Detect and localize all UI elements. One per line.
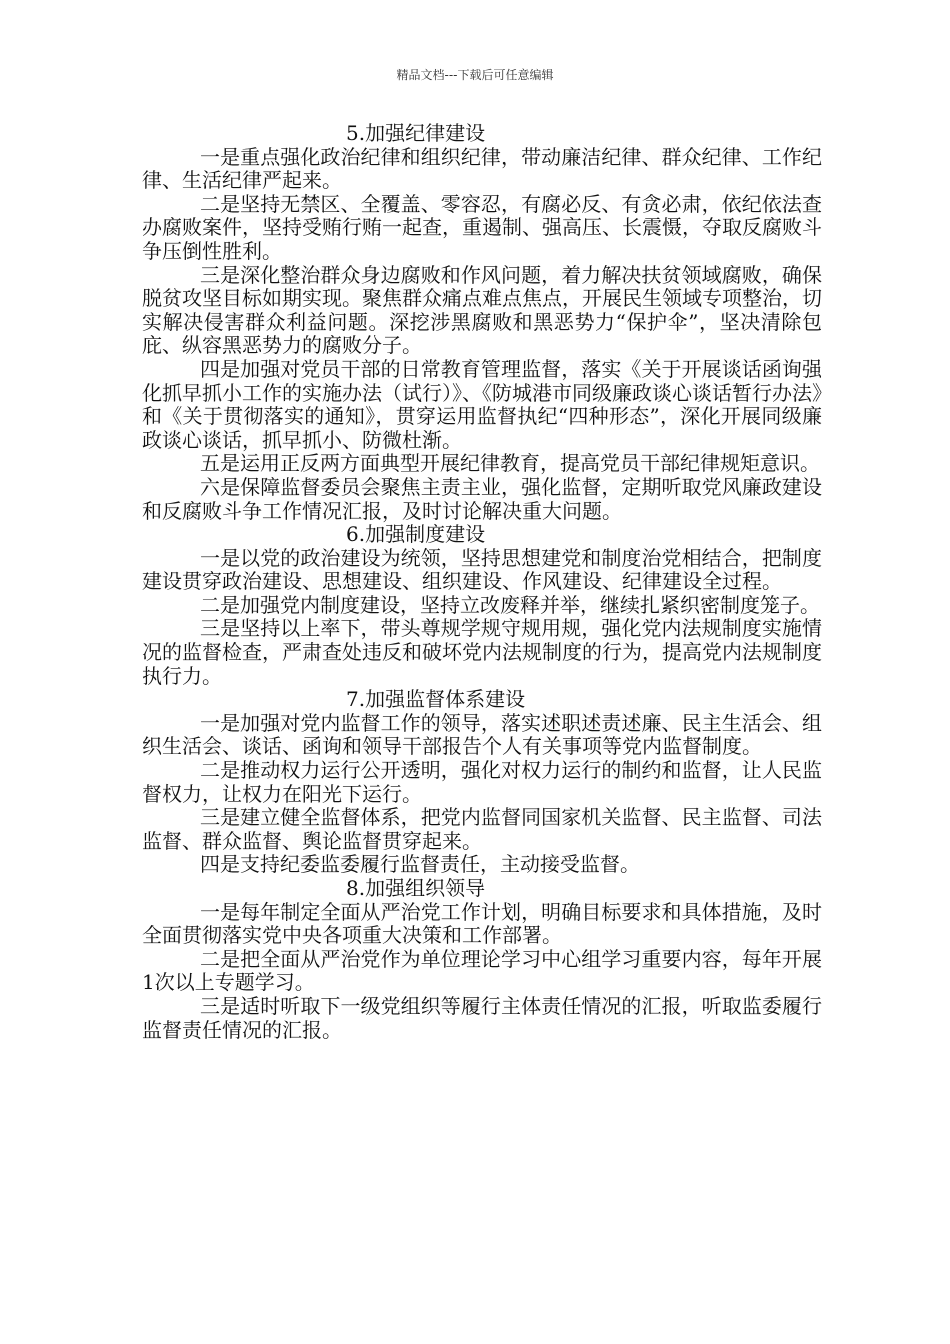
paragraph: 二是加强党内制度建设，坚持立改废释并举，继续扎紧织密制度笼子。 [200, 592, 820, 617]
paragraph: 一是重点强化政治纪律和组织纪律，带动廉洁纪律、群众纪律、工作纪律、生活纪律严起来。 [142, 144, 822, 193]
paragraph: 一是每年制定全面从严治党工作计划，明确目标要求和具体措施，及时全面贯彻落实党中央各项重大决策和工作部署。 [142, 899, 822, 948]
paragraph: 三是适时听取下一级党组织等履行主体责任情况的汇报，听取监委履行监督责任情况的汇报。 [142, 993, 822, 1042]
paragraph: 四是支持纪委监委履行监督责任，主动接受监督。 [200, 852, 640, 877]
paragraph: 二是推动权力运行公开透明，强化对权力运行的制约和监督，让人民监督权力，让权力在阳光下运行。 [142, 758, 822, 806]
header-note: 精品文档---下载后可任意编辑 [396, 68, 554, 82]
paragraph: 一是以党的政治建设为统领，坚持思想建党和制度治党相结合，把制度建设贯穿政治建设、思想建设、组织建设、作风建设、纪律建设全过程。 [142, 545, 822, 594]
section [142, 523, 822, 688]
paragraph: 二是坚持无禁区、全覆盖、零容忍，有腐必反、有贪必肃，依纪依法查办腐败案件，坚持受贿行贿一起查，重遏制、强高压、长震慑，夺取反腐败斗争压倒性胜利。 [142, 191, 822, 263]
paragraph: 二是把全面从严治党作为单位理论学习中心组学习重要内容，每年开展1次以上专题学习。 [142, 946, 822, 995]
paragraph: 一是加强对党内监督工作的领导，落实述职述责述廉、民主生活会、组织生活会、谈话、函询和领导干部报告个人有关事项等党内监督制度。 [142, 710, 822, 759]
document-body [142, 122, 822, 1042]
paragraph: 四是加强对党员干部的日常教育管理监督，落实《关于开展谈话函询强化抓早抓小工作的实施办法（试行）》、《防城港市同级廉政谈心谈话暂行办法》和《关于贯彻落实的通知》，贯穿运用监督执纪“四种形态”，深化开展同级廉政谈心谈话，抓早抓小、防微杜渐。 [142, 356, 822, 452]
section-heading: 6.加强制度建设 [346, 522, 486, 547]
paragraph: 三是坚持以上率下，带头尊规学规守规用规，强化党内法规制度实施情况的监督检查，严肃查处违反和破坏党内法规制度的行为，提高党内法规制度执行力。 [142, 616, 822, 688]
paragraph: 五是运用正反两方面典型开展纪律教育，提高党员干部纪律规矩意识。 [200, 451, 820, 476]
paragraph: 三是深化整治群众身边腐败和作风问题，着力解决扶贫领域腐败，确保脱贫攻坚目标如期实现。聚焦群众痛点难点焦点，开展民生领域专项整治，切实解决侵害群众利益问题。深挖涉黑腐败和黑恶势力“保护伞”，坚决清除包庇、纵容黑恶势力的腐败分子。 [142, 262, 822, 358]
section [142, 122, 822, 523]
section-heading: 8.加强组织领导 [346, 876, 486, 900]
section [142, 688, 822, 877]
paragraph: 三是建立健全监督体系，把党内监督同国家机关监督、民主监督、司法监督、群众监督、舆论监督贯穿起来。 [142, 805, 822, 853]
paragraph: 六是保障监督委员会聚焦主责主业，强化监督，定期听取党风廉政建设和反腐败斗争工作情况汇报，及时讨论解决重大问题。 [142, 474, 822, 523]
section [142, 877, 822, 1042]
section-heading: 5.加强纪律建设 [346, 121, 486, 145]
section-heading: 7.加强监督体系建设 [346, 687, 526, 712]
